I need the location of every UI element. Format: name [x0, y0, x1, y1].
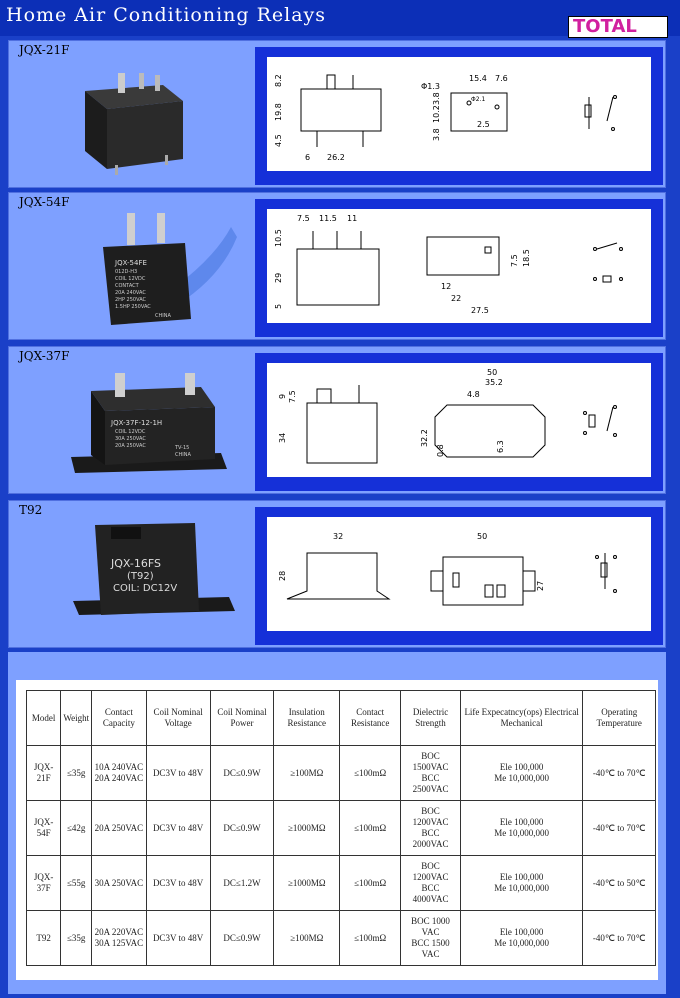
header-weight: Weight	[61, 691, 92, 746]
cell-line: BOC 1200VAC	[412, 806, 449, 827]
cell-line: DC≤0.9W	[223, 767, 261, 778]
photo-text: CONTACT	[115, 283, 139, 289]
table-cell	[274, 911, 340, 966]
header-contact-capacity: Contact Capacity	[92, 691, 147, 746]
table-row	[27, 746, 656, 801]
cell-line: ≤100mΩ	[354, 767, 387, 778]
table-cell	[146, 911, 210, 966]
table-cell	[146, 746, 210, 801]
dim-label: 0.8	[436, 444, 445, 457]
dim-label: 7.5	[288, 390, 297, 403]
dim-label: 7.5	[297, 214, 310, 223]
dim-label: 12	[441, 282, 452, 291]
cell-line: DC≤1.2W	[223, 877, 261, 888]
cell-line: Me 10,000,000	[494, 938, 550, 948]
relay-panel-jqx21f	[8, 40, 666, 188]
table-cell	[274, 801, 340, 856]
dim-label: 3.8	[432, 92, 441, 105]
header-coil-voltage: Coil Nominal Voltage	[146, 691, 210, 746]
photo-text: 20A 240VAC	[115, 290, 146, 296]
cell-line: 30A 125VAC	[94, 938, 144, 948]
spec-table-frame	[16, 680, 658, 980]
photo-text: 30A 250VAC	[115, 436, 146, 442]
cell-line: 10A 240VAC	[94, 762, 144, 772]
spec-table-panel	[8, 652, 666, 994]
dim-label: 6.3	[496, 440, 505, 453]
dim-label: 6	[305, 153, 311, 162]
cell-line: DC≤0.9W	[223, 932, 261, 943]
cell-line: ≥100MΩ	[290, 767, 324, 778]
cell-line: ≤35g	[66, 932, 86, 943]
header-dielectric: Dielectric Strength	[401, 691, 461, 746]
dim-label: 26.2	[327, 153, 345, 162]
cell-line: Ele 100,000	[499, 927, 544, 937]
cell-line: 30A 250VAC	[94, 877, 144, 888]
table-cell	[274, 856, 340, 911]
cell-line: Me 10,000,000	[494, 828, 550, 838]
cell-line: DC3V to 48V	[152, 822, 204, 833]
dim-label: 4.8	[467, 390, 480, 399]
table-row	[27, 911, 656, 966]
cell-line: 20A 240VAC	[94, 773, 144, 783]
cell-line: JQX-21F	[33, 762, 54, 783]
cell-line: ≤100mΩ	[354, 822, 387, 833]
table-cell	[460, 856, 583, 911]
table-cell	[210, 911, 274, 966]
dim-label: 28	[278, 570, 287, 581]
header-model: Model	[27, 691, 61, 746]
table-cell	[92, 746, 147, 801]
cell-line: ≤35g	[66, 767, 86, 778]
header-temperature: Operating Temperature	[583, 691, 656, 746]
cell-line: Ele 100,000	[499, 817, 544, 827]
cell-line: -40℃ to 70℃	[592, 932, 646, 943]
table-cell	[210, 801, 274, 856]
table-cell	[210, 856, 274, 911]
photo-text: JQX-37F-12-1H	[111, 419, 163, 427]
table-row	[27, 801, 656, 856]
cell-line: Ele 100,000	[499, 762, 544, 772]
table-cell	[340, 801, 401, 856]
dimension-drawing	[267, 517, 651, 631]
cell-line: DC3V to 48V	[152, 932, 204, 943]
header-insulation: Insulation Resistance	[274, 691, 340, 746]
dim-label: 7.5	[510, 254, 519, 267]
table-cell	[92, 856, 147, 911]
table-cell	[274, 746, 340, 801]
relay-panel-t92	[8, 500, 666, 648]
photo-text: CHINA	[175, 452, 191, 458]
relay-panel-jqx54f	[8, 192, 666, 340]
cell-line: JQX-54F	[33, 817, 54, 838]
dim-label: 4.5	[274, 134, 283, 147]
dim-label: 10.5	[274, 229, 283, 247]
drawing-frame	[255, 199, 663, 337]
dim-label: 27.5	[471, 306, 489, 315]
relay-panel-jqx37f	[8, 346, 666, 494]
table-cell	[92, 911, 147, 966]
table-cell	[61, 801, 92, 856]
cell-line: ≥1000MΩ	[287, 877, 326, 888]
relay-photo	[15, 361, 247, 489]
photo-text: (T92)	[127, 571, 154, 582]
table-body	[27, 746, 656, 966]
cell-line: -40℃ to 70℃	[592, 767, 646, 778]
relay-photo	[15, 55, 247, 183]
cell-line: DC3V to 48V	[152, 877, 204, 888]
table-cell	[146, 801, 210, 856]
dim-label: 35.2	[485, 378, 503, 387]
dim-label: 5	[274, 303, 283, 309]
dim-label: 50	[487, 368, 498, 377]
table-cell	[401, 801, 461, 856]
relay-model-label: JQX-21F	[19, 43, 70, 57]
dim-label: 32	[333, 532, 344, 541]
table-row	[27, 856, 656, 911]
dim-label: 10.2	[432, 105, 441, 123]
header-life: Life Expecatncy(ops) Electrical Mechanical	[460, 691, 583, 746]
cell-line: Me 10,000,000	[494, 773, 550, 783]
table-cell	[340, 856, 401, 911]
table-header-row	[27, 691, 656, 746]
dim-label: Φ2.1	[471, 96, 486, 103]
cell-line: 20A 220VAC	[94, 927, 144, 937]
photo-text: TV-15	[175, 445, 190, 451]
header-coil-power: Coil Nominal Power	[210, 691, 274, 746]
cell-line: BCC 4000VAC	[412, 883, 449, 904]
table-cell	[146, 856, 210, 911]
spec-table	[26, 690, 656, 966]
cell-line: 20A 250VAC	[94, 822, 144, 833]
photo-text: 20A 250VAC	[115, 443, 146, 449]
drawing-frame	[255, 47, 663, 185]
drawing-frame	[255, 353, 663, 491]
cell-line: BCC 1500 VAC	[411, 938, 450, 959]
dim-label: 32.2	[420, 429, 429, 447]
cell-line: BCC 2000VAC	[412, 828, 449, 849]
dimension-drawing	[267, 363, 651, 477]
relay-photo	[15, 515, 247, 643]
table-cell	[27, 801, 61, 856]
photo-text: 2HP 250VAC	[115, 297, 147, 303]
table-cell	[401, 856, 461, 911]
table-cell	[92, 801, 147, 856]
dim-label: 3.8	[432, 128, 441, 141]
relay-model-label: T92	[19, 503, 43, 517]
table-cell	[27, 746, 61, 801]
table-cell	[401, 911, 461, 966]
dimension-drawing	[267, 57, 651, 171]
photo-text: JQX-16FS	[111, 557, 161, 570]
table-cell	[61, 746, 92, 801]
dim-label: 18.5	[522, 249, 531, 267]
table-cell	[27, 911, 61, 966]
photo-text: CHINA	[155, 313, 171, 319]
table-cell	[583, 856, 656, 911]
cell-line: ≤100mΩ	[354, 932, 387, 943]
cell-line: ≤42g	[66, 822, 86, 833]
table-cell	[583, 911, 656, 966]
cell-line: BCC 2500VAC	[412, 773, 449, 794]
relay-model-label: JQX-37F	[19, 349, 70, 363]
cell-line: ≥1000MΩ	[287, 822, 326, 833]
photo-text: COIL: DC12V	[113, 583, 178, 594]
cell-line: ≤55g	[66, 877, 86, 888]
page-title: Home Air Conditioning Relays	[6, 4, 327, 26]
cell-line: DC≤0.9W	[223, 822, 261, 833]
table-cell	[401, 746, 461, 801]
table-cell	[61, 911, 92, 966]
dim-label: 8.2	[274, 74, 283, 87]
table-cell	[460, 911, 583, 966]
dim-label: 9	[278, 393, 287, 399]
dim-label: 50	[477, 532, 488, 541]
dim-label: 15.4	[469, 74, 487, 83]
dim-label: 22	[451, 294, 462, 303]
photo-text: 1.5HP 250VAC	[115, 304, 151, 310]
cell-line: JQX-37F	[33, 872, 54, 893]
brand-logo	[568, 16, 668, 38]
photo-text: COIL 12VDC	[115, 276, 146, 282]
drawing-frame	[255, 507, 663, 645]
cell-line: BOC 1500VAC	[412, 751, 449, 772]
table-cell	[61, 856, 92, 911]
table-cell	[583, 801, 656, 856]
dim-label: 7.6	[495, 74, 508, 83]
dim-label: 11.5	[319, 214, 337, 223]
cell-line: -40℃ to 70℃	[592, 822, 646, 833]
table-cell	[210, 746, 274, 801]
dim-label: 29	[274, 272, 283, 283]
cell-line: T92	[36, 932, 51, 943]
table-cell	[340, 911, 401, 966]
header-bar	[0, 0, 680, 36]
cell-line: Me 10,000,000	[494, 883, 550, 893]
dim-label: 11	[347, 214, 358, 223]
relay-photo	[15, 207, 247, 335]
relay-model-label: JQX-54F	[19, 195, 70, 209]
logo-text: TOTAL	[573, 16, 637, 37]
table-cell	[583, 746, 656, 801]
cell-line: Ele 100,000	[499, 872, 544, 882]
table-cell	[27, 856, 61, 911]
dimension-drawing	[267, 209, 651, 323]
table-cell	[460, 746, 583, 801]
photo-text: 012D-H3	[115, 269, 138, 275]
cell-line: BOC 1000 VAC	[411, 916, 450, 937]
photo-text: COIL 12VDC	[115, 429, 146, 435]
table-cell	[460, 801, 583, 856]
photo-text: JQX-54FE	[115, 259, 147, 267]
dim-label: Φ1.3	[421, 82, 441, 91]
dim-label: 27	[536, 580, 545, 591]
dim-label: 19.8	[274, 103, 283, 121]
cell-line: ≥100MΩ	[290, 932, 324, 943]
dim-label: 2.5	[477, 120, 490, 129]
cell-line: ≤100mΩ	[354, 877, 387, 888]
dim-label: 34	[278, 432, 287, 443]
table-cell	[340, 746, 401, 801]
cell-line: -40℃ to 50℃	[592, 877, 646, 888]
header-contact-resistance: Contact Resistance	[340, 691, 401, 746]
cell-line: DC3V to 48V	[152, 767, 204, 778]
cell-line: BOC 1200VAC	[412, 861, 449, 882]
